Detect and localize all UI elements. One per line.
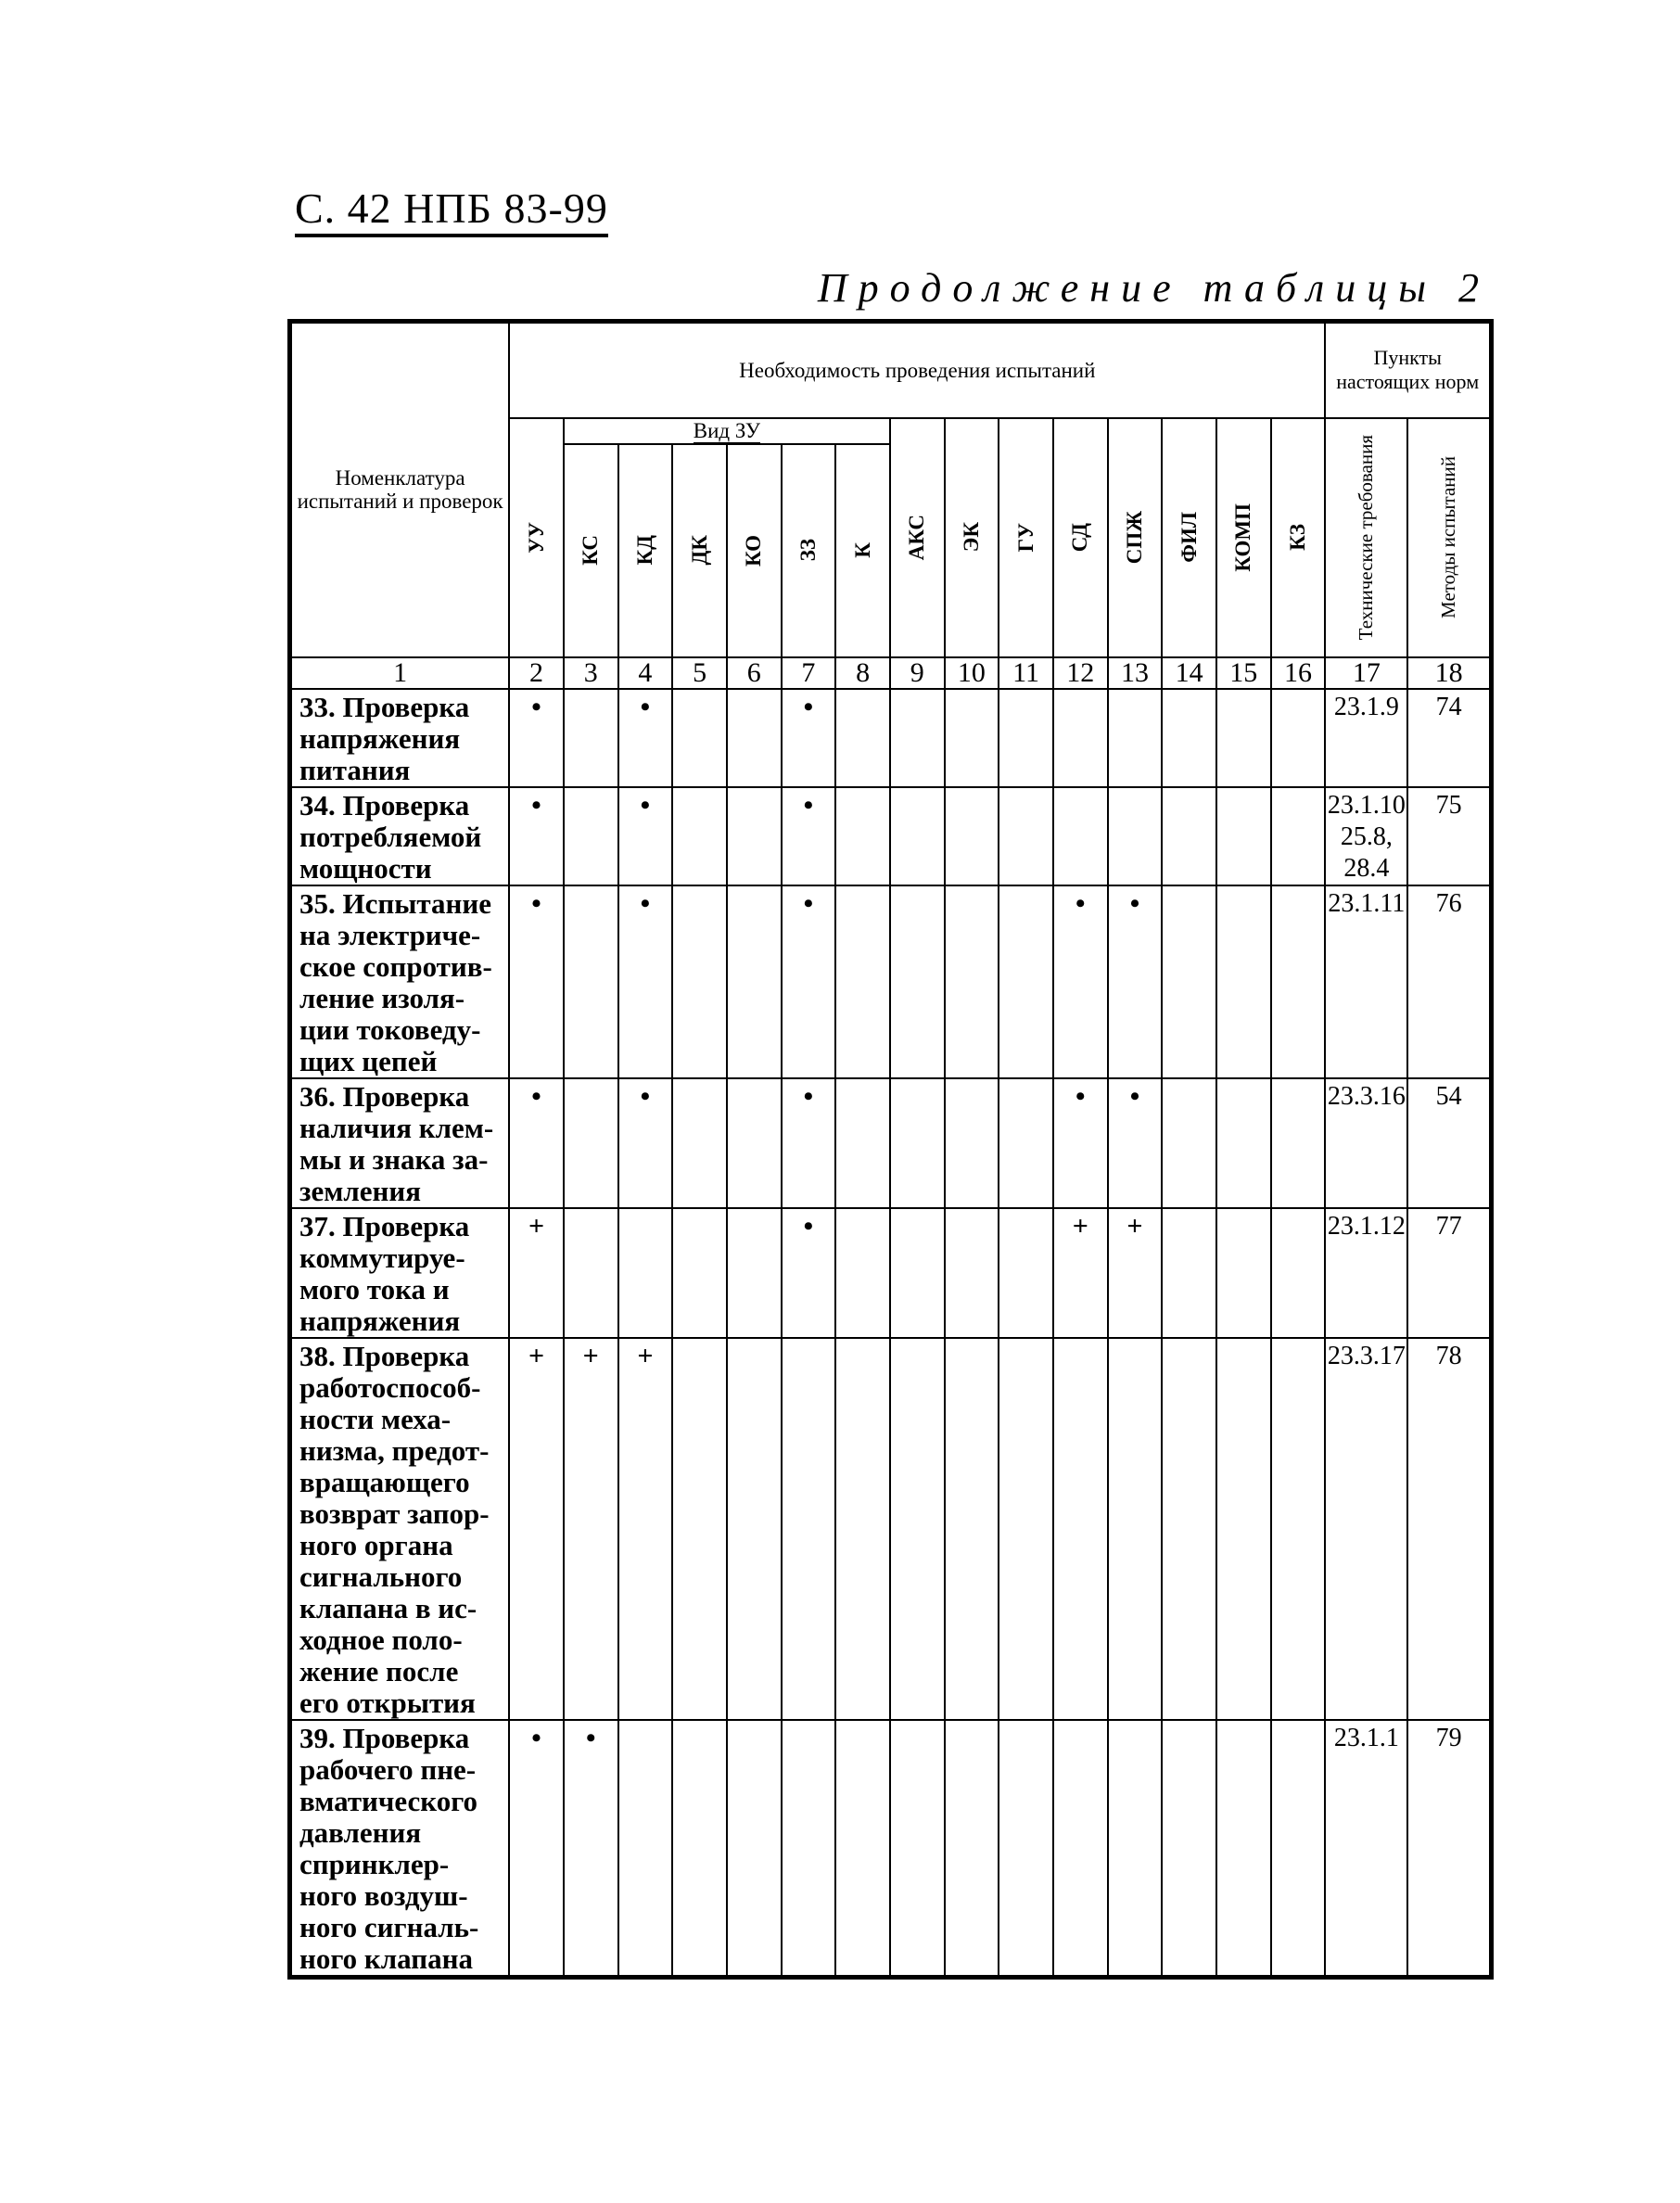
column-number: 18 [1407, 657, 1491, 689]
mark-cell [945, 1338, 999, 1720]
mark-cell [564, 885, 618, 1078]
tests-table [287, 319, 1494, 1980]
col-header-uu [509, 418, 564, 657]
mark-cell [1162, 787, 1216, 885]
method-cell: 77 [1407, 1208, 1491, 1338]
col-label-k: К [850, 542, 874, 558]
mark-cell: • [509, 885, 564, 1078]
mark-cell [1216, 1720, 1271, 1978]
test-name-line: напряжения [299, 1304, 461, 1337]
mark-cell [999, 1208, 1053, 1338]
column-number: 5 [672, 657, 727, 689]
mark-cell [1216, 1208, 1271, 1338]
mark-cell: • [1108, 1078, 1163, 1208]
mark-cell: + [618, 1338, 673, 1720]
column-number: 15 [1216, 657, 1271, 689]
norms-header [1325, 322, 1491, 418]
mark-cell: • [782, 787, 836, 885]
test-name-line: ции токоведу- [299, 1012, 481, 1046]
tech-req-line: 28.4 [1343, 853, 1390, 883]
test-name-line: щих цепей [299, 1044, 438, 1077]
tech-req-line: 23.1.9 [1333, 692, 1399, 721]
table-row [290, 689, 1492, 787]
tech-req-line: 23.1.10 [1327, 790, 1406, 820]
mark-cell: • [509, 787, 564, 885]
col-label-komp: КОМП [1231, 503, 1255, 572]
test-name-line: 33. Проверка [299, 690, 470, 723]
col-label-ko: КО [742, 534, 766, 567]
column-number: 6 [727, 657, 782, 689]
mark-cell [890, 1338, 945, 1720]
mark-cell: • [618, 689, 673, 787]
mark-cell: • [509, 1078, 564, 1208]
column-number: 3 [564, 657, 618, 689]
test-name-cell [290, 787, 510, 885]
mark-cell [1053, 689, 1108, 787]
test-name-line: 35. Испытание [299, 886, 492, 920]
column-number: 13 [1108, 657, 1163, 689]
mark-cell [672, 1338, 727, 1720]
col-label-zz: ЗЗ [795, 539, 820, 562]
mark-cell [1216, 885, 1271, 1078]
mark-cell: • [782, 1208, 836, 1338]
mark-cell [782, 1720, 836, 1978]
test-name-line: на электриче- [299, 918, 481, 951]
table-row [290, 1338, 1492, 1720]
col-header-ek [945, 418, 999, 657]
tech-req-cell [1325, 1338, 1407, 1720]
mark-cell [1271, 787, 1326, 885]
mark-cell [1216, 1338, 1271, 1720]
test-name-line: возврат запор- [299, 1496, 490, 1530]
mark-cell [999, 1338, 1053, 1720]
col-label-aks: АКС [905, 514, 929, 561]
mark-cell [835, 1078, 890, 1208]
mark-cell [1108, 1338, 1163, 1720]
test-name-line: давления [299, 1815, 422, 1849]
test-name-line: вращающего [299, 1465, 470, 1498]
mark-cell [1162, 1338, 1216, 1720]
test-name-cell [290, 1338, 510, 1720]
mark-cell [618, 1208, 673, 1338]
mark-cell [999, 787, 1053, 885]
mark-cell [1216, 787, 1271, 885]
test-name-line: напряжения [299, 721, 461, 755]
test-name-line: сигнального [299, 1560, 463, 1593]
method-cell: 79 [1407, 1720, 1491, 1978]
mark-cell [564, 689, 618, 787]
mark-cell: • [1108, 885, 1163, 1078]
methods-text: Методы испытаний [1437, 456, 1460, 618]
column-number: 10 [945, 657, 999, 689]
col-header-dk [672, 444, 727, 657]
mark-cell [727, 1338, 782, 1720]
tech-req-line: 23.1.1 [1333, 1723, 1399, 1752]
test-name-line: ление изоля- [299, 981, 465, 1014]
mark-cell [890, 1208, 945, 1338]
mark-cell: + [1053, 1208, 1108, 1338]
col-label-fil: ФИЛ [1177, 512, 1201, 563]
tech-req-cell [1325, 885, 1407, 1078]
tech-req-cell [1325, 1720, 1407, 1978]
mark-cell [1053, 1338, 1108, 1720]
mark-cell: • [782, 689, 836, 787]
vid-zu-text: Вид ЗУ [694, 419, 760, 445]
col-label-ks: КС [579, 535, 603, 566]
method-cell: 54 [1407, 1078, 1491, 1208]
mark-cell [672, 1078, 727, 1208]
mark-cell [890, 689, 945, 787]
mark-cell [1162, 689, 1216, 787]
vid-zu-header [564, 418, 890, 444]
mark-cell [727, 787, 782, 885]
test-name-cell [290, 1720, 510, 1978]
mark-cell [999, 1078, 1053, 1208]
test-name-line: ности меха- [299, 1402, 452, 1435]
method-cell: 74 [1407, 689, 1491, 787]
tech-req-cell [1325, 1208, 1407, 1338]
mark-cell [890, 885, 945, 1078]
col-header-ko [727, 444, 782, 657]
mark-cell: • [782, 1078, 836, 1208]
test-name-line: мощности [299, 851, 432, 885]
tech-req-line: 23.3.17 [1327, 1341, 1406, 1370]
test-name-line: 36. Проверка [299, 1079, 470, 1113]
methods-header [1407, 418, 1491, 657]
column-number: 8 [835, 657, 890, 689]
page-header [295, 184, 608, 233]
mark-cell [1216, 689, 1271, 787]
mark-cell [1271, 1208, 1326, 1338]
nomenclature-header-text: Номенклатура испытаний и проверок [297, 465, 503, 514]
column-number: 16 [1271, 657, 1326, 689]
test-name-line: клапана в ис- [299, 1591, 477, 1624]
mark-cell [564, 1208, 618, 1338]
test-name-line: жение после [299, 1654, 459, 1687]
table-row [290, 1720, 1492, 1978]
mark-cell [727, 885, 782, 1078]
column-number: 12 [1053, 657, 1108, 689]
mark-cell [727, 1078, 782, 1208]
test-name-line: питания [299, 753, 411, 786]
mark-cell [727, 689, 782, 787]
test-name-line: ного воздуш- [299, 1878, 468, 1912]
column-number: 4 [618, 657, 673, 689]
col-label-dk: ДК [687, 535, 711, 566]
test-name-cell [290, 1078, 510, 1208]
mark-cell [945, 1208, 999, 1338]
method-cell: 78 [1407, 1338, 1491, 1720]
mark-cell [945, 1720, 999, 1978]
col-header-zz [782, 444, 836, 657]
mark-cell: • [1053, 885, 1108, 1078]
column-number: 1 [290, 657, 510, 689]
column-number: 2 [509, 657, 564, 689]
col-label-kd: КД [632, 535, 656, 566]
mark-cell [618, 1720, 673, 1978]
col-header-k [835, 444, 890, 657]
table-row [290, 787, 1492, 885]
col-label-spzh: СПЖ [1122, 510, 1146, 565]
mark-cell: • [564, 1720, 618, 1978]
tech-req-text: Технические требования [1355, 434, 1378, 641]
mark-cell [782, 1338, 836, 1720]
test-name-line: его открытия [299, 1686, 476, 1719]
mark-cell [727, 1208, 782, 1338]
test-name-line: мого тока и [299, 1272, 450, 1305]
mark-cell [1271, 689, 1326, 787]
tests-necessity-header [509, 322, 1325, 418]
mark-cell [1216, 1078, 1271, 1208]
column-number: 17 [1325, 657, 1407, 689]
mark-cell [999, 885, 1053, 1078]
mark-cell [835, 1338, 890, 1720]
col-header-kz [1271, 418, 1326, 657]
table-row [290, 1208, 1492, 1338]
mark-cell [945, 885, 999, 1078]
method-cell: 75 [1407, 787, 1491, 885]
col-header-aks [890, 418, 945, 657]
mark-cell [727, 1720, 782, 1978]
mark-cell: + [509, 1208, 564, 1338]
tech-req-header [1325, 418, 1407, 657]
tech-req-line: 25.8, [1340, 821, 1393, 851]
test-name-line: ного клапана [299, 1942, 473, 1975]
column-number: 14 [1162, 657, 1216, 689]
tech-req-line: 23.1.11 [1328, 888, 1406, 918]
mark-cell: • [618, 885, 673, 1078]
column-number: 11 [999, 657, 1053, 689]
col-header-fil [1162, 418, 1216, 657]
test-name-cell [290, 885, 510, 1078]
col-label-sd: СД [1068, 522, 1092, 553]
test-name-line: работоспособ- [299, 1370, 481, 1404]
test-name-line: ного сигналь- [299, 1910, 479, 1943]
mark-cell: + [564, 1338, 618, 1720]
mark-cell [672, 1208, 727, 1338]
col-label-ek: ЭК [959, 522, 983, 553]
tech-req-line: 23.1.12 [1327, 1211, 1406, 1241]
mark-cell [1271, 1338, 1326, 1720]
mark-cell [945, 689, 999, 787]
mark-cell [564, 1078, 618, 1208]
mark-cell [1271, 1720, 1326, 1978]
nomenclature-header [290, 322, 510, 657]
mark-cell [672, 689, 727, 787]
mark-cell [890, 1720, 945, 1978]
mark-cell [672, 885, 727, 1078]
mark-cell [835, 787, 890, 885]
mark-cell [835, 1720, 890, 1978]
page-reference: С. 42 НПБ 83-99 [295, 185, 608, 237]
test-name-line: наличия клем- [299, 1111, 494, 1144]
test-name-line: коммутируе- [299, 1241, 465, 1274]
col-header-sd [1053, 418, 1108, 657]
mark-cell [945, 787, 999, 885]
mark-cell [1108, 787, 1163, 885]
test-name-line: ское сопротив- [299, 949, 492, 983]
mark-cell [1053, 787, 1108, 885]
mark-cell [890, 787, 945, 885]
mark-cell [835, 689, 890, 787]
mark-cell [1053, 1720, 1108, 1978]
test-name-cell [290, 1208, 510, 1338]
tests-necessity-text: Необходимость проведения испытаний [739, 358, 1096, 382]
test-name-line: 37. Проверка [299, 1209, 470, 1242]
mark-cell: • [1053, 1078, 1108, 1208]
test-name-line: ного органа [299, 1528, 453, 1561]
mark-cell [564, 787, 618, 885]
mark-cell [945, 1078, 999, 1208]
mark-cell [890, 1078, 945, 1208]
method-cell: 76 [1407, 885, 1491, 1078]
mark-cell [1162, 1208, 1216, 1338]
column-number-row [290, 657, 1492, 689]
tech-req-line: 23.3.16 [1327, 1081, 1406, 1111]
test-name-line: 39. Проверка [299, 1721, 470, 1754]
mark-cell: • [618, 787, 673, 885]
mark-cell [1108, 1720, 1163, 1978]
test-name-line: земления [299, 1174, 421, 1207]
table-row [290, 885, 1492, 1078]
test-name-line: 34. Проверка [299, 788, 470, 821]
col-label-uu: УУ [524, 521, 548, 554]
mark-cell [672, 1720, 727, 1978]
test-name-line: спринклер- [299, 1847, 450, 1880]
mark-cell [1271, 1078, 1326, 1208]
col-header-kd [618, 444, 673, 657]
mark-cell [672, 787, 727, 885]
column-number: 7 [782, 657, 836, 689]
col-header-spzh [1108, 418, 1163, 657]
test-name-line: 38. Проверка [299, 1339, 470, 1372]
test-name-line: низма, предот- [299, 1433, 490, 1467]
mark-cell [1162, 885, 1216, 1078]
mark-cell [835, 885, 890, 1078]
mark-cell: • [509, 1720, 564, 1978]
mark-cell [1271, 885, 1326, 1078]
col-header-gu [999, 418, 1053, 657]
tech-req-cell [1325, 689, 1407, 787]
test-name-line: мы и знака за- [299, 1142, 489, 1176]
mark-cell: + [1108, 1208, 1163, 1338]
tech-req-cell [1325, 1078, 1407, 1208]
tech-req-cell [1325, 787, 1407, 885]
table-caption: Продолжение таблицы 2 [817, 265, 1490, 311]
col-header-komp [1216, 418, 1271, 657]
mark-cell: • [782, 885, 836, 1078]
test-name-line: вматического [299, 1784, 478, 1817]
mark-cell: + [509, 1338, 564, 1720]
mark-cell [1108, 689, 1163, 787]
mark-cell [1162, 1720, 1216, 1978]
test-name-line: ходное поло- [299, 1623, 463, 1656]
col-label-kz: КЗ [1285, 524, 1309, 551]
mark-cell [999, 689, 1053, 787]
col-label-gu: ГУ [1013, 522, 1037, 553]
mark-cell [835, 1208, 890, 1338]
table-row [290, 1078, 1492, 1208]
test-name-cell [290, 689, 510, 787]
test-name-line: потребляемой [299, 820, 482, 853]
mark-cell [999, 1720, 1053, 1978]
col-header-ks [564, 444, 618, 657]
norms-header-text: Пункты настоящих норм [1336, 345, 1480, 394]
test-name-line: рабочего пне- [299, 1752, 477, 1786]
mark-cell: • [618, 1078, 673, 1208]
mark-cell: • [509, 689, 564, 787]
mark-cell [1162, 1078, 1216, 1208]
column-number: 9 [890, 657, 945, 689]
